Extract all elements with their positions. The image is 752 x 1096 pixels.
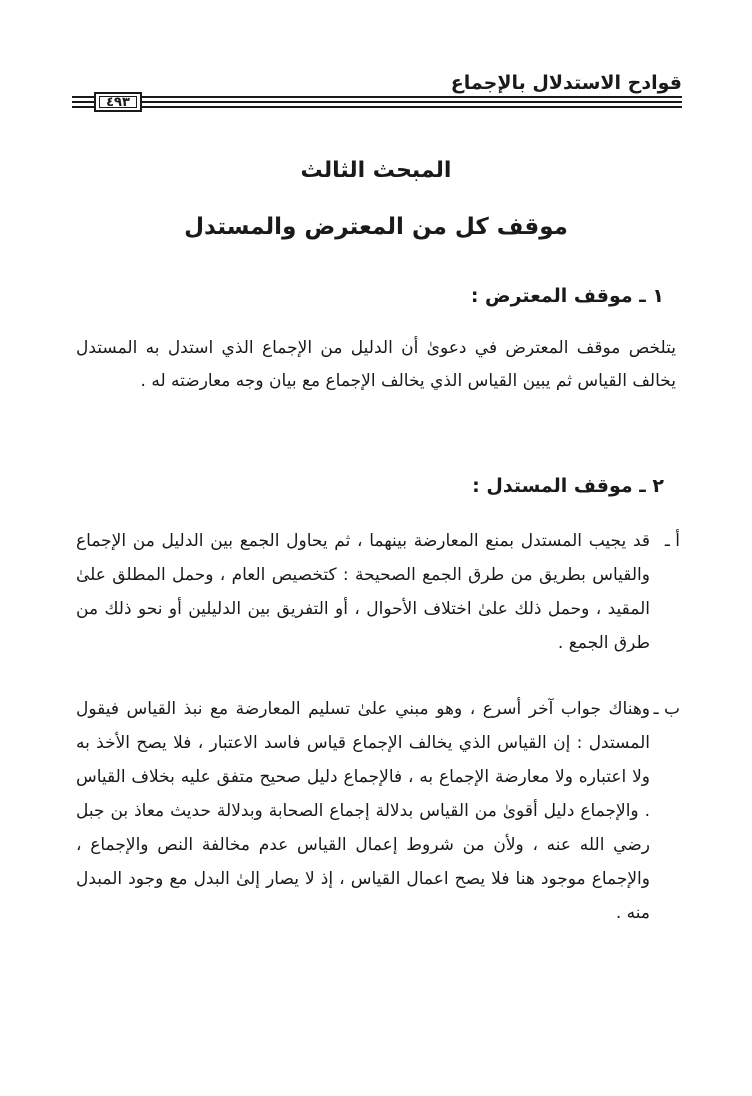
header-rule-line: [142, 106, 682, 108]
list-item-marker: أ ـ: [664, 531, 680, 551]
section-heading-objector: ١ ـ موقف المعترض :: [470, 285, 664, 307]
section-heading-inferrer: ٢ ـ موقف المستدل :: [472, 475, 664, 497]
list-item: [76, 524, 680, 660]
header-rule-line: [72, 101, 94, 103]
header-rule-line: [72, 96, 94, 98]
page-number: ٤٩٣: [99, 96, 137, 108]
section-paragraph-objector: يتلخص موقف المعترض في دعوىٰ أن الدليل من الإجماع الذي استدل به المستدل يخالف القياس ثم يبين القياس الذي يخالف الإجماع مع بيان وجه معارضته له .: [76, 338, 676, 391]
header-rule-line: [72, 106, 94, 108]
list-item-text: وهناك جواب آخر أسرع ، وهو مبني علىٰ تسليم المعارضة مع نبذ القياس فيقول المستدل : إن القياس الذي يخالف الإجماع قياس فاسد الاعتبار ، فلا يصح الأخذ به ولا اعتباره ولا معارضة الإجماع به ، فالإجماع دليل صحيح متفق عليه بخلاف القياس . والإجماع دليل أقوىٰ من القياس بدلالة إجماع الصحابة وبدلالة حديث معاذ بن جبل رضي الله عنه ، ولأن من شروط إعمال القياس عدم مخالفة النص والإجماع ، والإجماع موجود هنا فلا يصح اعمال القياس ، إذ لا يصار إلىٰ البدل مع وجود المبدل منه .: [76, 699, 650, 923]
running-header-title: قوادح الاستدلال بالإجماع: [450, 72, 682, 94]
chapter-title: المبحث الثالث: [300, 158, 452, 183]
chapter-subtitle: موقف كل من المعترض والمستدل: [184, 214, 568, 240]
header-rule-line: [142, 96, 682, 98]
list-item-marker: ب ـ: [653, 699, 680, 719]
header-rule: [72, 92, 682, 114]
page-number-box: [94, 92, 142, 112]
list-item: [76, 692, 680, 930]
list-item-text: قد يجيب المستدل بمنع المعارضة بينهما ، ثم يحاول الجمع بين الدليل من الإجماع والقياس بطريق من طرق الجمع الصحيحة : كتخصيص العام ، وحمل المطلق علىٰ المقيد ، وحمل ذلك علىٰ اختلاف الأحوال ، أو التفريق بين الدليلين أو نحو ذلك من طرق الجمع .: [76, 531, 650, 653]
header-rule-line: [142, 101, 682, 103]
